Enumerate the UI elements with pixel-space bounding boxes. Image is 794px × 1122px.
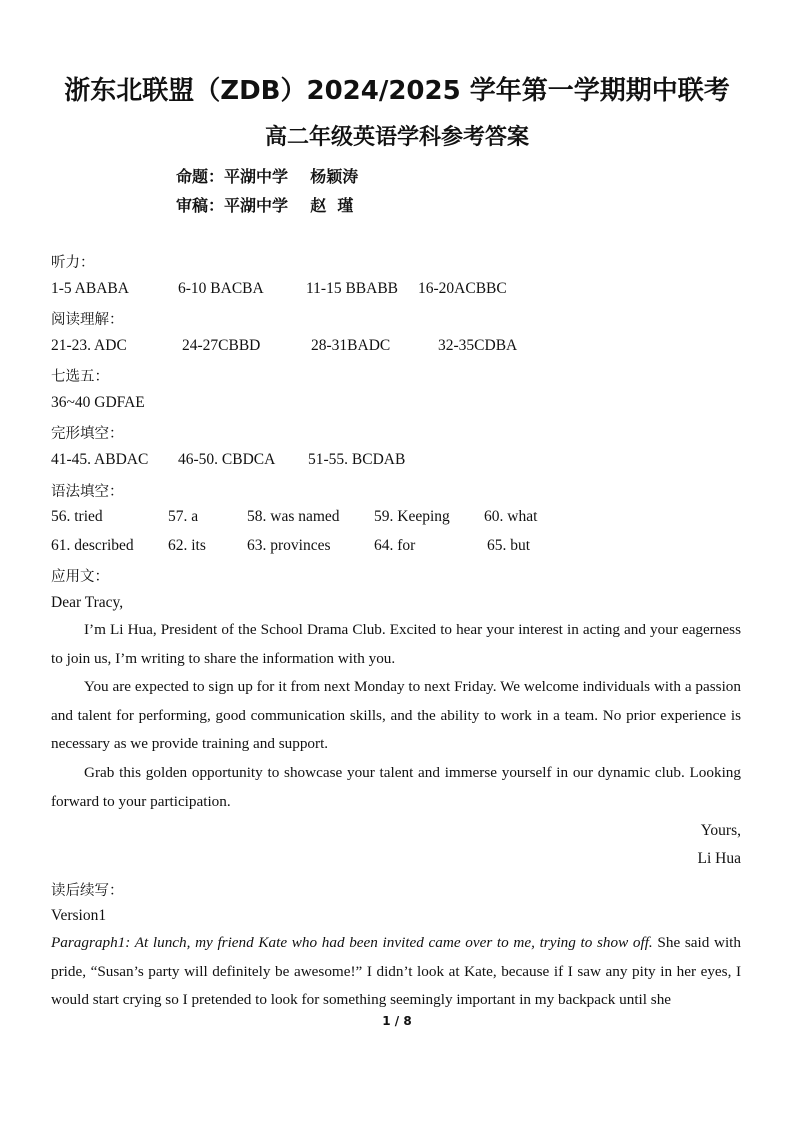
seven-five-answer: 36~40 GDFAE xyxy=(51,394,145,411)
seven-five-label: 七选五： xyxy=(51,369,109,385)
page-number: 1 / 8 xyxy=(382,1014,412,1028)
grammar-answer: 60. what xyxy=(484,508,538,525)
letter-paragraph: You are expected to sign up for it from next Monday to next Friday. We welcome individuals with a passion and talent for performing, good communication skills, and the ability to work in a team. No prior experience is necessary as we provide training and support. xyxy=(51,678,741,753)
continuation-paragraph xyxy=(51,929,741,1015)
writing-label: 应用文： xyxy=(51,569,109,585)
author-line: 命题：平湖中学 杨颖涛 xyxy=(176,167,359,186)
listening-label: 听力： xyxy=(51,255,95,271)
letter-signature: Li Hua xyxy=(697,850,741,867)
continuation-label: 读后续写： xyxy=(51,883,124,899)
grammar-answer: 56. tried xyxy=(51,508,103,525)
letter-closing: Yours, xyxy=(700,822,741,839)
listening-answer: 1-5 ABABA xyxy=(51,280,129,297)
grammar-answer: 64. for xyxy=(374,537,416,554)
grammar-answer: 57. a xyxy=(168,508,199,525)
listening-answer: 16-20ACBBC xyxy=(418,280,507,297)
grammar-answer: 58. was named xyxy=(247,508,340,525)
version-label: Version1 xyxy=(51,907,107,924)
reading-label: 阅读理解： xyxy=(51,312,124,328)
grammar-answer: 63. provinces xyxy=(247,537,331,554)
listening-answer: 6-10 BACBA xyxy=(178,280,264,297)
letter-paragraph: I’m Li Hua, President of the School Drama Club. Excited to hear your interest in acting and your eagerness to join us, I’m writing to share the information with you. xyxy=(51,621,741,667)
grammar-label: 语法填空： xyxy=(51,484,124,500)
grammar-answer: 65. but xyxy=(487,537,531,554)
cloze-answer: 41-45. ABDAC xyxy=(51,451,149,468)
cloze-answer: 51-55. BCDAB xyxy=(308,451,406,468)
grammar-answer: 61. described xyxy=(51,537,134,554)
reviewer-line: 审稿：平湖中学 赵 瑾 xyxy=(176,196,354,215)
letter-paragraph: Grab this golden opportunity to showcase your talent and immerse yourself in our dynamic club. Looking forward to your participation. xyxy=(51,764,741,810)
reading-answer: 32-35CDBA xyxy=(438,337,518,354)
document-title: 浙东北联盟（ZDB）2024/2025 学年第一学期期中联考 xyxy=(64,76,730,106)
reading-answer: 24-27CBBD xyxy=(182,337,261,354)
paragraph-text: She said with pride, “Susan’s party will definitely be awesome!” I didn’t look at Kate, because if I saw any pity in her eyes, I would start crying so I pretended to look for something seemingly important in my backpack until she xyxy=(51,934,741,1009)
listening-answer: 11-15 BBABB xyxy=(306,280,399,297)
paragraph-prompt: Paragraph1: At lunch, my friend Kate who had been invited came over to me, trying to show off. xyxy=(51,934,653,951)
reading-answer: 28-31BADC xyxy=(311,337,391,354)
letter-greeting: Dear Tracy, xyxy=(51,594,124,611)
cloze-label: 完形填空： xyxy=(51,426,124,442)
grammar-answer: 59. Keeping xyxy=(374,508,450,525)
grammar-answer: 62. its xyxy=(168,537,206,554)
reading-answer: 21-23. ADC xyxy=(51,337,127,354)
cloze-answer: 46-50. CBDCA xyxy=(178,451,276,468)
document-subtitle: 高二年级英语学科参考答案 xyxy=(264,125,529,150)
